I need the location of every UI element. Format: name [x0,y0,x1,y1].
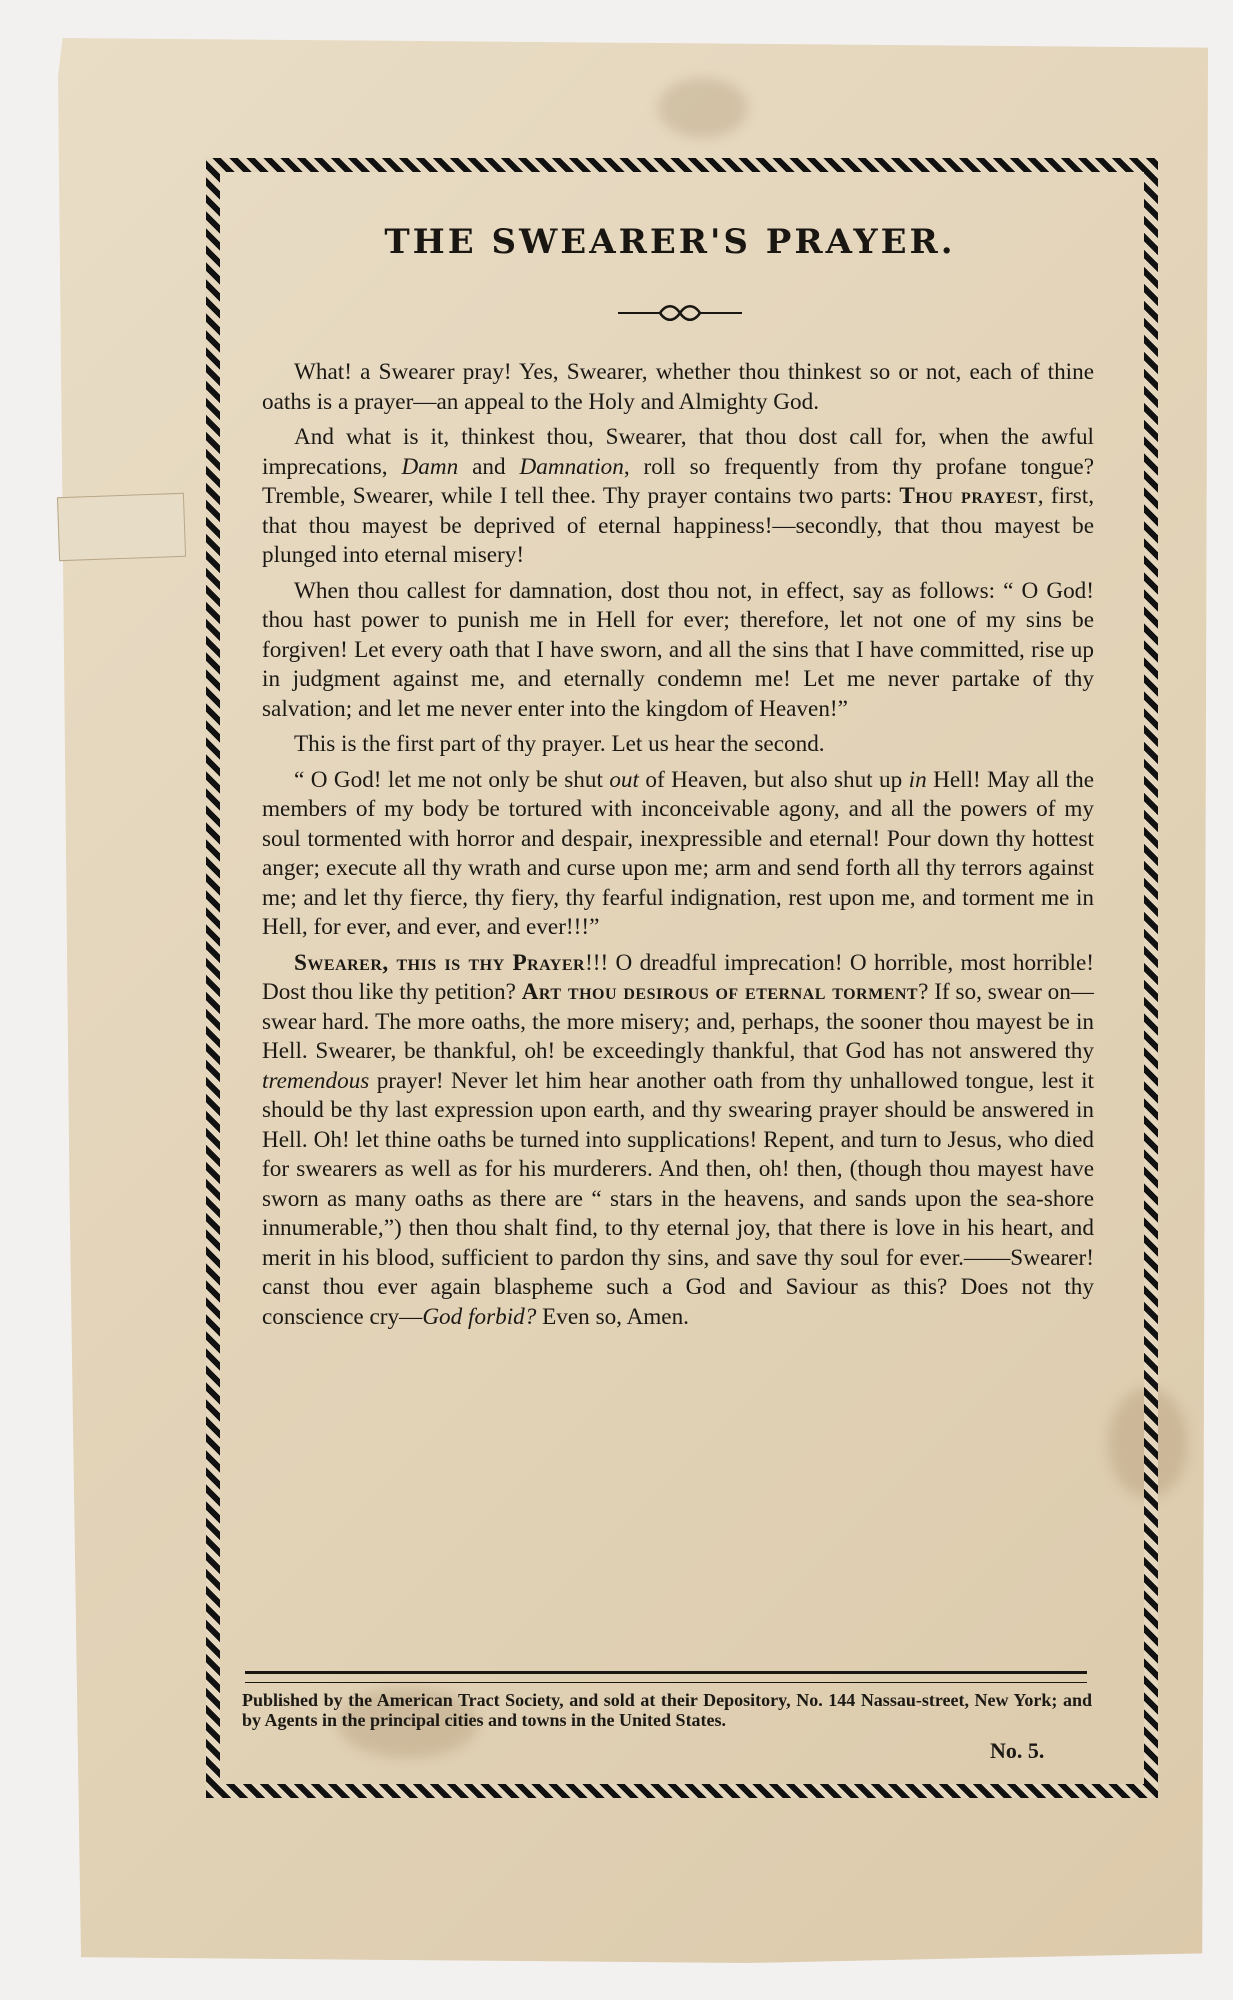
document-body [262,358,1094,1338]
paragraph-text: of Heaven, but also shut up [638,766,909,793]
tract-number: No. 5. [990,1738,1045,1763]
body-paragraph [262,577,1094,725]
italic-text: in [908,766,927,793]
small-caps-text: Thou prayest [899,483,1038,509]
ornament-divider [618,302,742,324]
footer-rule [245,1671,1087,1683]
body-paragraph [262,949,1094,1333]
body-paragraph [262,423,1094,571]
document-title: THE SWEARER'S PRAYER. [384,222,956,262]
paragraph-text: , first, that thou mayest be deprived of eternal happiness!—secondly, that thou mayest be plunged into eternal misery! [262,483,1095,568]
paragraph-text: , roll so frequently from thy profane tongue? Tremble, Swearer, while I tell thee. Thy prayer contains two parts: [262,453,1095,509]
small-caps-text: Art thou desirous of eternal torment [521,979,919,1005]
paragraph-text: What! a Swearer pray! Yes, Swearer, whether thou thinkest so or not, each of thine oaths is a prayer—an appeal to the Holy and Almighty God. [262,359,1094,415]
italic-text: tremendous [262,1067,370,1094]
stain-mark [658,78,748,138]
paragraph-text: Even so, Amen. [536,1303,689,1330]
paragraph-text: and [458,453,520,480]
italic-text: Damnation [519,453,624,480]
paper-tab [57,493,186,561]
paragraph-text: ? If so, swear on—swear hard. The more oaths, the more misery; and, perhaps, the sooner thou mayest be in Hell. Swearer, be thankful, oh! be exceedingly thankful, that God has not answered thy [262,979,1094,1064]
paragraph-text: !!! O dreadful imprecation! O horrible, most horrible! Dost thou like thy petition? [262,949,1094,1005]
paragraph-text: This is the first part of thy prayer. Let us hear the second. [294,731,825,757]
paragraph-text: prayer! Never let him hear another oath from thy unhallowed tongue, lest it should be thy last expression upon earth, and thy swearing prayer should be answered in Hell. Oh! let thine oaths be turned into supplications! Repent, and turn to Jesus, who died for swearers as well as for his murderers. And then, oh! then, (though thou mayest have sworn as many oaths as there are “ stars in the heavens, and sands upon the sea-shore innumerable,”) then thou shalt find, to thy eternal joy, that there is love in his heart, and merit in his blood, sufficient to pardon thy sins, and save thy soul for ever.——Swearer! canst thou ever again blaspheme such a God and Saviour as this? Does not thy conscience cry— [262,1067,1094,1330]
paragraph-text: When thou callest for damnation, dost thou not, in effect, say as follows: “ O God! thou hast power to punish me in Hell for ever; therefore, let not one of my sins be forgiven! Let every oath that I have sworn, and all the sins that I have committed, rise up in judgment against me, and eternally condemn me! Let me never partake of thy salvation; and let me never enter into the kingdom of Heaven!” [262,577,1094,722]
body-paragraph [262,730,1094,760]
small-caps-text: Swearer, this is thy Prayer [294,949,586,976]
body-paragraph [262,358,1094,417]
italic-text: God forbid? [422,1303,537,1330]
italic-text: Damn [401,453,459,480]
italic-text: out [609,766,639,793]
paragraph-text: “ O God! let me not only be shut [294,766,610,793]
paragraph-text: Hell! May all the members of my body be tortured with inconceivable agony, and all the powers of my soul tormented with horror and despair, inexpressible and eternal! Pour down thy hottest anger; execute all thy wrath and curse upon me; arm and send forth all thy terrors against me; and let thy fierce, thy fiery, thy fearful indignation, rest upon me, and torment me in Hell, for ever, and ever, and ever!!!” [262,766,1094,940]
body-paragraph [262,766,1094,943]
paragraph-text: And what is it, thinkest thou, Swearer, that thou dost call for, when the awful imprecations, [262,424,1094,480]
publisher-imprint: Published by the American Tract Society, and sold at their Depository, No. 144 Nassau-street, New York; and by Agents in the principal cities and towns in the United States. [242,1690,1092,1730]
